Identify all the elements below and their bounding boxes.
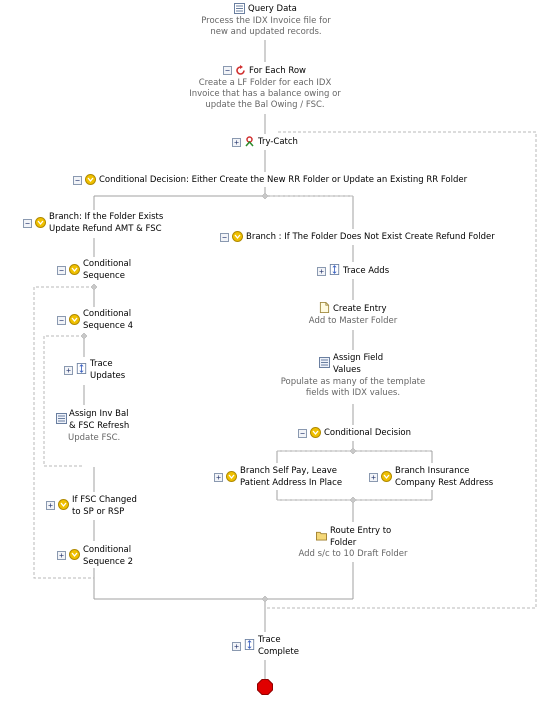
- junction-diamond: [350, 497, 356, 503]
- trace-updates-node[interactable]: [90, 358, 125, 382]
- collapse-toggle[interactable]: −: [73, 176, 82, 185]
- node-title-line: If FSC Changed: [72, 495, 137, 505]
- for-each-row-description: [180, 78, 350, 111]
- conditional-sequence-4-node[interactable]: [83, 308, 133, 332]
- desc-line: Update FSC.: [68, 433, 121, 443]
- expand-toggle[interactable]: +: [232, 642, 241, 651]
- condseq4-scope-line: [44, 336, 84, 466]
- node-title-line: Sequence 2: [83, 557, 134, 567]
- collapse-toggle[interactable]: −: [223, 66, 232, 75]
- node-title: Branch : If The Folder Does Not Exist Create Refund Folder: [246, 232, 495, 242]
- assign-inv-bal-node[interactable]: [69, 408, 129, 432]
- try-catch-node[interactable]: [258, 136, 298, 148]
- query-data-description: [186, 16, 346, 38]
- if-fsc-changed-node[interactable]: [72, 494, 137, 518]
- conditional-decision-node[interactable]: [99, 174, 467, 186]
- node-title-line: Sequence: [83, 271, 125, 281]
- route-entry-description: [283, 549, 423, 560]
- node-title-line: Updates: [90, 371, 126, 381]
- query-data-node[interactable]: [248, 3, 297, 15]
- node-title-line: Update Refund AMT & FSC: [49, 224, 162, 234]
- branch-self-pay-node[interactable]: [240, 465, 342, 489]
- junction-diamond: [81, 333, 87, 339]
- expand-toggle[interactable]: +: [57, 551, 66, 560]
- branch-folder-not-exists-node[interactable]: [246, 231, 495, 243]
- node-title-line: Folder: [330, 538, 357, 548]
- junction-diamond: [262, 596, 268, 602]
- node-title-line: Conditional: [83, 309, 132, 319]
- desc-line: Populate as many of the template: [280, 377, 426, 387]
- node-title-line: Sequence 4: [83, 321, 134, 331]
- decision-icon: [85, 174, 96, 185]
- stop-icon: [257, 679, 273, 695]
- node-title-line: Branch Insurance: [395, 466, 470, 476]
- junction-diamond: [262, 193, 268, 199]
- expand-toggle[interactable]: +: [317, 267, 326, 276]
- junction-diamond: [350, 448, 356, 454]
- desc-line: Process the IDX Invoice file for: [201, 16, 331, 26]
- node-title-line: Conditional: [83, 259, 132, 269]
- node-title-line: Branch: If the Folder Exists: [49, 212, 164, 222]
- branch-icon: [381, 471, 392, 482]
- trycatch-scope-line: [265, 132, 536, 608]
- desc-line: new and updated records.: [210, 27, 322, 37]
- junction-diamond: [91, 284, 97, 290]
- node-title: Try-Catch: [258, 137, 298, 147]
- trace-icon: [244, 639, 255, 650]
- node-title-line: Conditional: [83, 545, 132, 555]
- expand-toggle[interactable]: +: [64, 366, 73, 375]
- branch-icon: [35, 217, 46, 228]
- assign-inv-bal-description: [68, 433, 120, 444]
- assign-field-values-description: [273, 377, 433, 399]
- desc-line: Invoice that has a balance owing or: [189, 89, 341, 99]
- node-title-line: Assign Field: [333, 353, 384, 363]
- expand-toggle[interactable]: +: [369, 473, 378, 482]
- node-title: Create Entry: [333, 304, 387, 314]
- trace-complete-node[interactable]: [258, 634, 299, 658]
- expand-toggle[interactable]: +: [214, 473, 223, 482]
- expand-toggle[interactable]: +: [46, 501, 55, 510]
- node-title-line: to SP or RSP: [72, 507, 125, 517]
- node-title-line: Patient Address In Place: [240, 478, 343, 488]
- route-entry-node[interactable]: [330, 525, 391, 549]
- branch-folder-exists-node[interactable]: [49, 211, 163, 235]
- collapse-toggle[interactable]: −: [23, 219, 32, 228]
- collapse-toggle[interactable]: −: [57, 316, 66, 325]
- try-catch-icon: [244, 136, 255, 147]
- node-title: Trace Adds: [343, 266, 390, 276]
- branch-icon: [226, 471, 237, 482]
- sequence-icon: [69, 264, 80, 275]
- desc-line: update the Bal Owing / FSC.: [205, 100, 325, 110]
- node-title-line: Trace: [258, 635, 281, 645]
- node-title-line: Branch Self Pay, Leave: [240, 466, 338, 476]
- assign-field-values-node[interactable]: [333, 352, 383, 376]
- for-each-row-node[interactable]: [249, 65, 306, 77]
- desc-line: Add to Master Folder: [308, 316, 398, 326]
- create-entry-description: [290, 316, 416, 327]
- node-title-line: Company Rest Address: [395, 478, 494, 488]
- desc-line: Create a LF Folder for each IDX: [198, 78, 332, 88]
- node-title: For Each Row: [249, 66, 307, 76]
- branch-insurance-node[interactable]: [395, 465, 493, 489]
- expand-toggle[interactable]: +: [232, 138, 241, 147]
- node-title-line: Assign Inv Bal: [69, 409, 129, 419]
- branch-icon: [232, 231, 243, 242]
- assign-icon: [56, 413, 67, 424]
- node-title-line: Trace: [90, 359, 113, 369]
- collapse-toggle[interactable]: −: [298, 429, 307, 438]
- node-title: Conditional Decision: [324, 428, 412, 438]
- node-title-line: Route Entry to: [330, 526, 392, 536]
- conditional-sequence-2-node[interactable]: [83, 544, 133, 568]
- collapse-toggle[interactable]: −: [57, 266, 66, 275]
- assign-icon: [319, 357, 330, 368]
- conditional-decision-2-node[interactable]: [324, 427, 411, 439]
- node-title: Query Data: [248, 4, 297, 14]
- node-title-line: Values: [333, 365, 361, 375]
- create-entry-icon: [319, 302, 330, 313]
- node-title-line: & FSC Refresh: [69, 421, 130, 431]
- desc-line: Add s/c to 10 Draft Folder: [298, 549, 408, 559]
- trace-icon: [76, 363, 87, 374]
- condition-icon: [58, 499, 69, 510]
- query-data-icon: [234, 3, 245, 14]
- decision-icon: [310, 427, 321, 438]
- node-title: Conditional Decision: Either Create the New RR Folder or Update an Existing RR Folder: [99, 175, 468, 185]
- trace-adds-node[interactable]: [343, 265, 389, 277]
- collapse-toggle[interactable]: −: [220, 233, 229, 242]
- sequence-icon: [69, 549, 80, 560]
- desc-line: fields with IDX values.: [305, 388, 401, 398]
- node-title-line: Complete: [258, 647, 299, 657]
- sequence-icon: [69, 314, 80, 325]
- conditional-sequence-node[interactable]: [83, 258, 131, 282]
- create-entry-node[interactable]: [333, 303, 387, 315]
- loop-icon: [235, 65, 246, 76]
- folder-icon: [316, 530, 327, 541]
- trace-icon: [329, 264, 340, 275]
